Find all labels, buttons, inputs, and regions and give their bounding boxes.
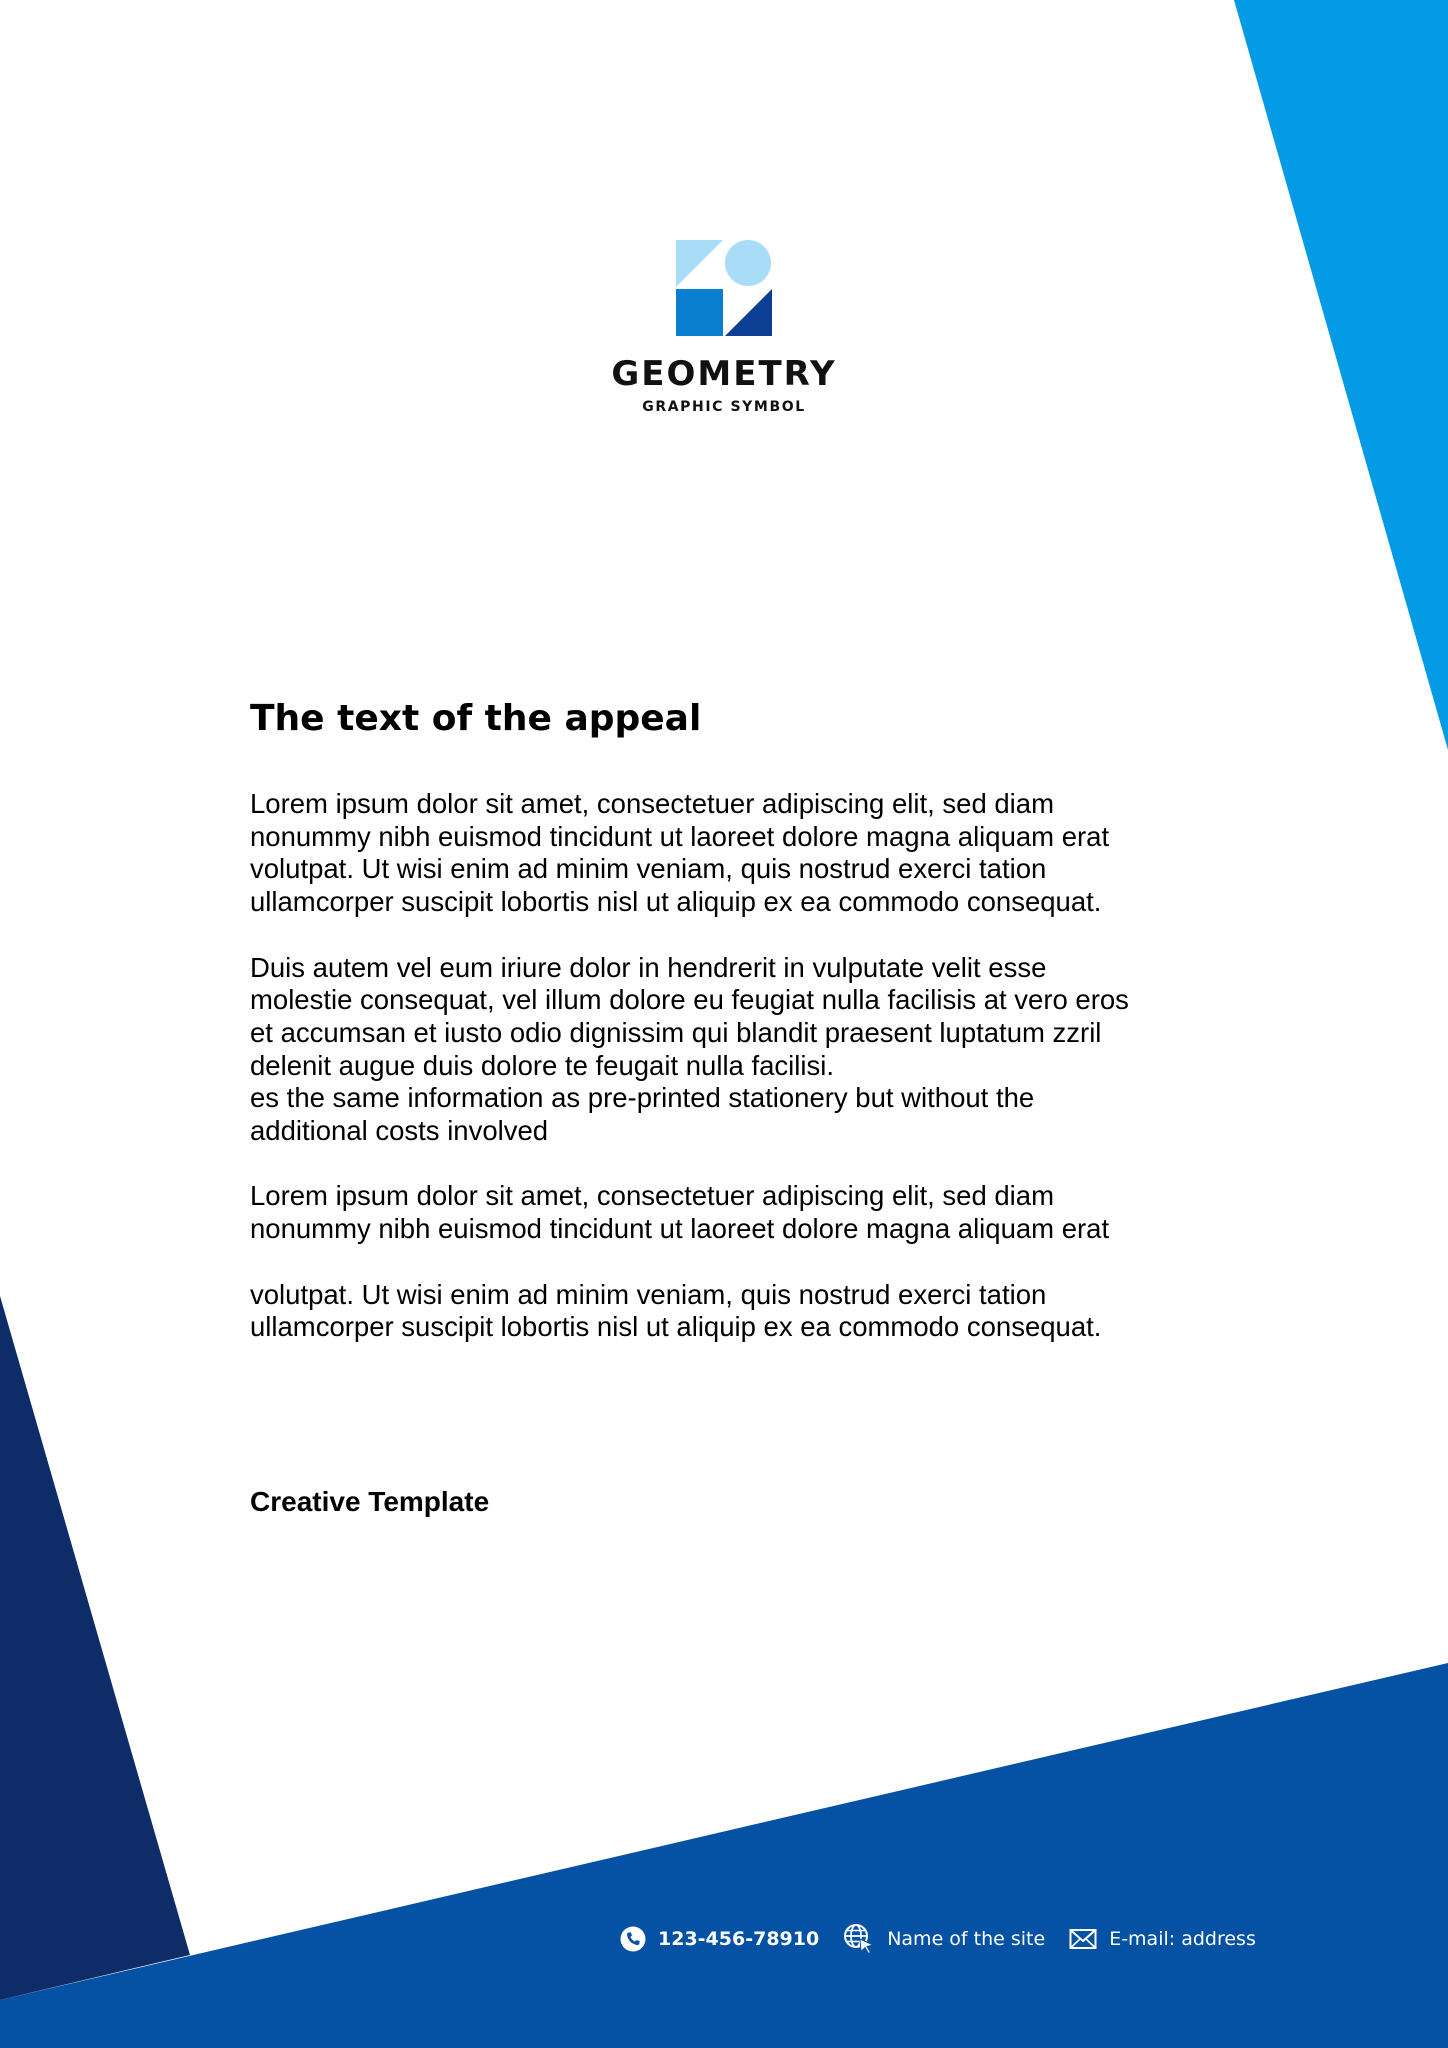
letter-text	[250, 788, 1210, 1344]
brand-name: GEOMETRY	[611, 354, 837, 394]
site-contact	[843, 1923, 1045, 1955]
geometric-shapes-logo-icon	[676, 240, 772, 336]
text-line: Lorem ipsum dolor sit amet, consectetuer adipiscing elit, sed diam	[250, 788, 1054, 819]
phone-contact	[620, 1926, 819, 1952]
email-contact	[1069, 1927, 1256, 1951]
paragraph-1	[250, 788, 1210, 919]
paragraph-4	[250, 1279, 1210, 1344]
text-line: et accumsan et iusto odio dignissim qui blandit praesent luptatum zzril	[250, 1016, 1102, 1048]
text-line: volutpat. Ut wisi enim ad minim veniam, quis nostrud exerci tation	[250, 853, 1047, 885]
text-line: Duis autem vel eum iriure dolor in hendrerit in vulputate velit esse	[250, 951, 1047, 983]
bottom-blue-band	[0, 1663, 1448, 2048]
text-line: ullamcorper suscipit lobortis nisl ut aliquip ex ea commodo consequat.	[250, 1311, 1102, 1343]
phone-number: 123-456-78910	[658, 1928, 820, 1950]
phone-icon	[620, 1926, 646, 1952]
letter-body	[250, 695, 1210, 1377]
text-line: additional costs involved	[250, 1115, 549, 1147]
paragraph-3	[250, 1180, 1210, 1245]
left-navy-wedge	[0, 1296, 190, 2000]
text-line: Lorem ipsum dolor sit amet, consectetuer adipiscing elit, sed diam	[250, 1180, 1054, 1212]
brand-tagline: GRAPHIC SYMBOL	[642, 399, 806, 415]
text-line: nonummy nibh euismod tincidunt ut laoreet dolore magna aliquam erat	[250, 1213, 1110, 1245]
text-line: ullamcorper suscipit lobortis nisl ut aliquip ex ea commodo consequat.	[250, 886, 1102, 918]
paragraph-2	[250, 952, 1210, 1148]
text-line: delenit augue duis dolore te feugait nulla facilisi.	[250, 1049, 834, 1081]
logo	[0, 240, 1448, 416]
globe-cursor-icon	[843, 1923, 875, 1955]
letter-heading: The text of the appeal	[250, 698, 702, 739]
envelope-icon	[1069, 1928, 1097, 1950]
text-line: volutpat. Ut wisi enim ad minim veniam, quis nostrud exerci tation	[250, 1278, 1047, 1310]
signature: Creative Template	[250, 1486, 490, 1517]
text-line: es the same information as pre-printed stationery but without the	[250, 1082, 1035, 1114]
text-line: molestie consequat, vel illum dolore eu feugiat nulla facilisis at vero eros	[250, 984, 1129, 1016]
email-address: E-mail: address	[1109, 1928, 1256, 1950]
site-name: Name of the site	[887, 1928, 1046, 1950]
text-line: nonummy nibh euismod tincidunt ut laoreet dolore magna aliquam erat	[250, 820, 1110, 852]
contact-footer	[620, 1922, 1280, 1956]
